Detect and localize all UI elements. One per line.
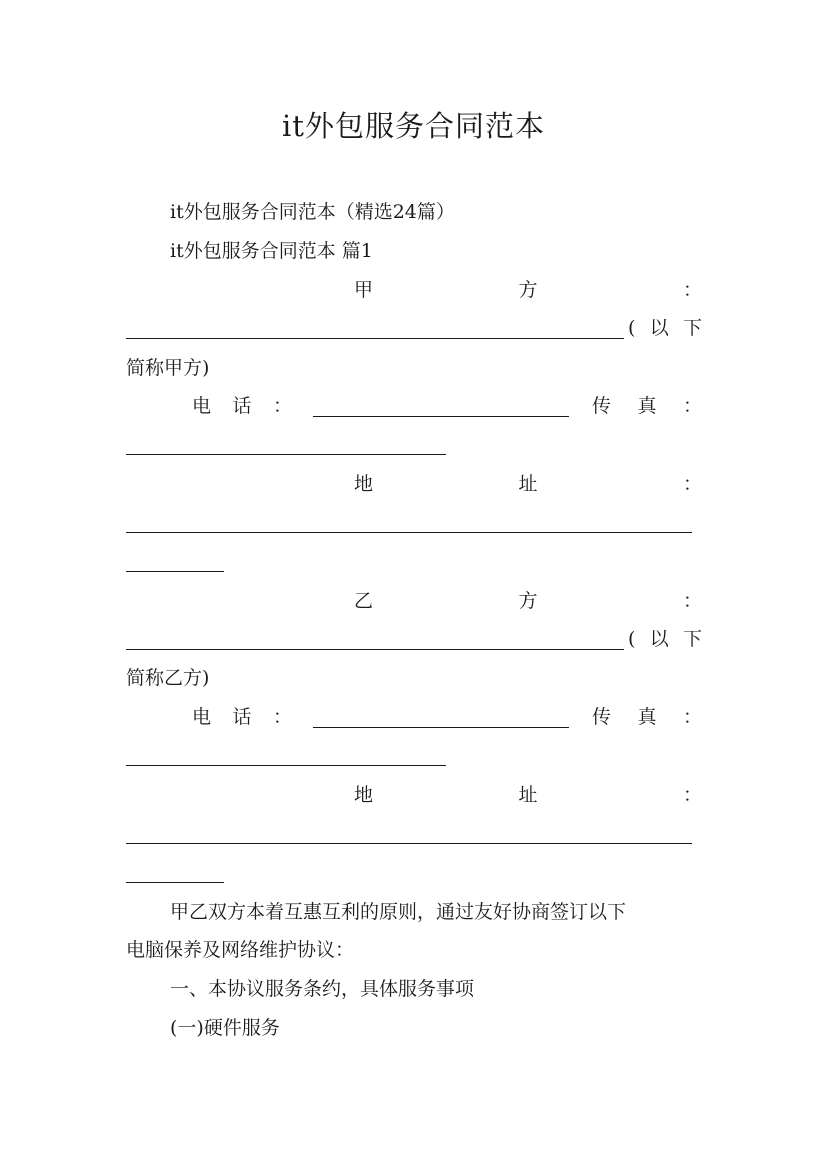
address-colon: ： <box>682 784 702 806</box>
party-a-label-row <box>126 277 702 303</box>
party-a-abbrev-char-1: 以 <box>649 317 669 339</box>
phone-char-1: 电 <box>192 706 212 728</box>
phone-char-2: 话 <box>232 395 252 417</box>
party-b-address-blank-2 <box>126 882 224 883</box>
document-title: it外包服务合同范本 <box>282 109 545 143</box>
party-b-fax-label <box>592 704 702 730</box>
fax-char-2: 真 <box>637 395 657 417</box>
party-b-address-blank-1 <box>126 843 692 844</box>
address-char-1: 地 <box>354 784 374 806</box>
address-char-2: 址 <box>518 473 538 495</box>
party-b-phone-label <box>192 704 292 730</box>
address-char-1: 地 <box>354 473 374 495</box>
address-colon: ： <box>682 473 702 495</box>
party-b-name-blank <box>126 649 624 650</box>
paragraph-line-1: 甲乙双方本着互惠互利的原则，通过友好协商签订以下 <box>170 901 627 923</box>
fax-colon: ： <box>682 706 702 728</box>
party-b-abbrev-char-2: 下 <box>682 628 702 650</box>
party-a-char-2: 方 <box>518 279 538 301</box>
party-b-char-1: 乙 <box>354 590 374 612</box>
party-a-address-row <box>126 471 702 497</box>
section-heading: it外包服务合同范本 篇1 <box>170 240 373 262</box>
clause-heading: 一、本协议服务条约，具体服务事项 <box>170 978 475 1000</box>
party-b-address-row <box>126 782 702 808</box>
phone-colon: ： <box>272 706 292 728</box>
party-a-fax-blank <box>126 454 446 455</box>
party-a-char-1: 甲 <box>354 279 374 301</box>
phone-char-2: 话 <box>232 706 252 728</box>
party-b-abbrev-tail: 简称乙方) <box>126 667 210 689</box>
document-subtitle: it外包服务合同范本（精选24篇） <box>170 201 455 223</box>
party-b-char-2: 方 <box>518 590 538 612</box>
party-a-fax-label <box>592 393 702 419</box>
party-b-phone-blank <box>313 727 569 728</box>
phone-colon: ： <box>272 395 292 417</box>
party-b-abbrev-row <box>628 626 702 652</box>
fax-char-1: 传 <box>592 395 612 417</box>
fax-colon: ： <box>682 395 702 417</box>
party-a-name-blank <box>126 338 624 339</box>
party-a-phone-blank <box>313 416 569 417</box>
party-a-address-blank-1 <box>126 532 692 533</box>
paragraph-line-2: 电脑保养及网络维护协议： <box>126 939 355 961</box>
party-a-abbrev-row <box>628 315 702 341</box>
fax-char-2: 真 <box>637 706 657 728</box>
party-b-abbrev-char-1: 以 <box>649 628 669 650</box>
party-b-label-row <box>126 588 702 614</box>
party-a-address-blank-2 <box>126 571 224 572</box>
party-a-abbrev-paren: ( <box>628 317 636 339</box>
fax-char-1: 传 <box>592 706 612 728</box>
party-a-abbrev-tail: 简称甲方) <box>126 357 210 379</box>
phone-char-1: 电 <box>192 395 212 417</box>
address-char-2: 址 <box>518 784 538 806</box>
party-a-abbrev-char-2: 下 <box>682 317 702 339</box>
party-b-abbrev-paren: ( <box>628 628 636 650</box>
party-a-colon: ： <box>682 279 702 301</box>
party-b-fax-blank <box>126 765 446 766</box>
clause-subheading: (一)硬件服务 <box>170 1017 280 1039</box>
party-b-colon: ： <box>682 590 702 612</box>
party-a-phone-label <box>192 393 292 419</box>
